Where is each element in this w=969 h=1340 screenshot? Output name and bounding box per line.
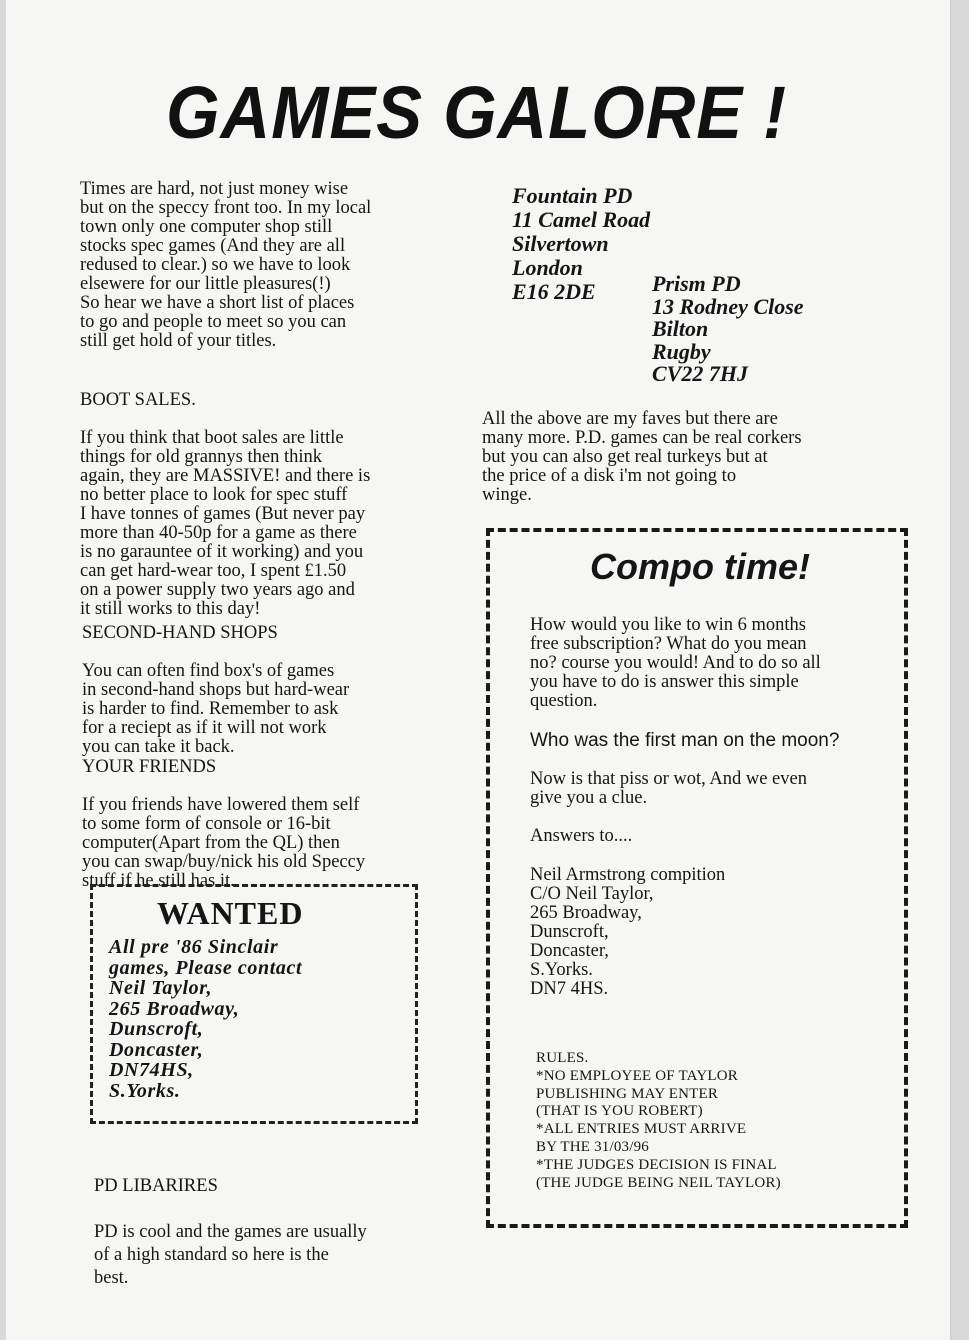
compo-rules: RULES. *NO EMPLOYEE OF TAYLOR PUBLISHING MAY ENTER (THAT IS YOU ROBERT) *ALL ENTRIES MUST ARRIVE BY THE 31/03/96 *THE JUDGES DECISION IS FINAL (THE JUDGE BEING NEIL TAYLOR) xyxy=(536,1050,781,1191)
compo-address: Neil Armstrong compition C/O Neil Taylor, 265 Broadway, Dunscroft, Doncaster, S.Yorks. DN7 4HS. xyxy=(530,865,726,999)
wanted-title: WANTED xyxy=(157,895,304,931)
prism-pd-address: Prism PD 13 Rodney Close Bilton Rugby CV22 7HJ xyxy=(652,271,804,386)
section-body: PD is cool and the games are usually of a high standard so here is the best. xyxy=(94,1222,367,1288)
fountain-pd-address: Fountain PD 11 Camel Road Silvertown London E16 2DE xyxy=(512,183,651,304)
compo-title: Compo time! xyxy=(590,546,810,587)
faves-paragraph: All the above are my faves but there are many more. P.D. games can be real corkers but you can also get real turkeys but at the price of a disk i'm not going to winge. xyxy=(482,409,802,505)
section-heading: PD LIBARIRES xyxy=(94,1176,218,1196)
compo-clue: Now is that piss or wot, And we even give you a clue. xyxy=(530,769,807,808)
section-heading: BOOT SALES. xyxy=(80,390,196,410)
wanted-body: All pre '86 Sinclair games, Please contact Neil Taylor, 265 Broadway, Dunscroft, Doncaster, DN74HS, S.Yorks. xyxy=(109,936,303,1102)
section-heading: SECOND-HAND SHOPS xyxy=(82,623,278,643)
section-heading: YOUR FRIENDS xyxy=(82,757,217,777)
compo-answers-to: Answers to.... xyxy=(530,826,633,846)
page-title: GAMES GALORE ! xyxy=(166,71,787,154)
section-body: If you think that boot sales are little things for old grannys then think again, they are MASSIVE! and there is no better place to look for spec stuff I have tonnes of games (But never pay more than 40-50p for a game as there is no garauntee of it working) and you can get hard-wear too, I spent £1.50 on a power supply two years ago and it still works to this day! xyxy=(80,428,371,619)
compo-box xyxy=(486,528,908,1228)
section-body: If you friends have lowered them self to some form of console or 16-bit computer(Apart from the QL) then you can swap/buy/nick his old Speccy stuff if he still has it. xyxy=(82,795,366,891)
section-your-friends xyxy=(82,739,365,891)
section-boot-sales xyxy=(80,372,370,619)
document-page xyxy=(6,0,951,1340)
section-second-hand-shops xyxy=(82,605,349,757)
intro-paragraph: Times are hard, not just money wise but on the speccy front too. In my local town only one computer shop still stocks spec games (And they are all redused to clear.) so we have to look elsewere for our little pleasures(!) So hear we have a short list of places to go and people to meet so you can still get hold of your titles. xyxy=(80,179,372,351)
compo-intro: How would you like to win 6 months free subscription? What do you mean no? course you would! And to do so all you have to do is answer this simple question. xyxy=(530,615,821,711)
compo-question: Who was the first man on the moon? xyxy=(530,730,840,751)
section-body: You can often find box's of games in second-hand shops but hard-wear is harder to find. Remember to ask for a reciept as if it will not work you can take it back. xyxy=(82,661,350,757)
section-pd-libraries xyxy=(94,1152,367,1290)
wanted-box xyxy=(90,884,418,1124)
